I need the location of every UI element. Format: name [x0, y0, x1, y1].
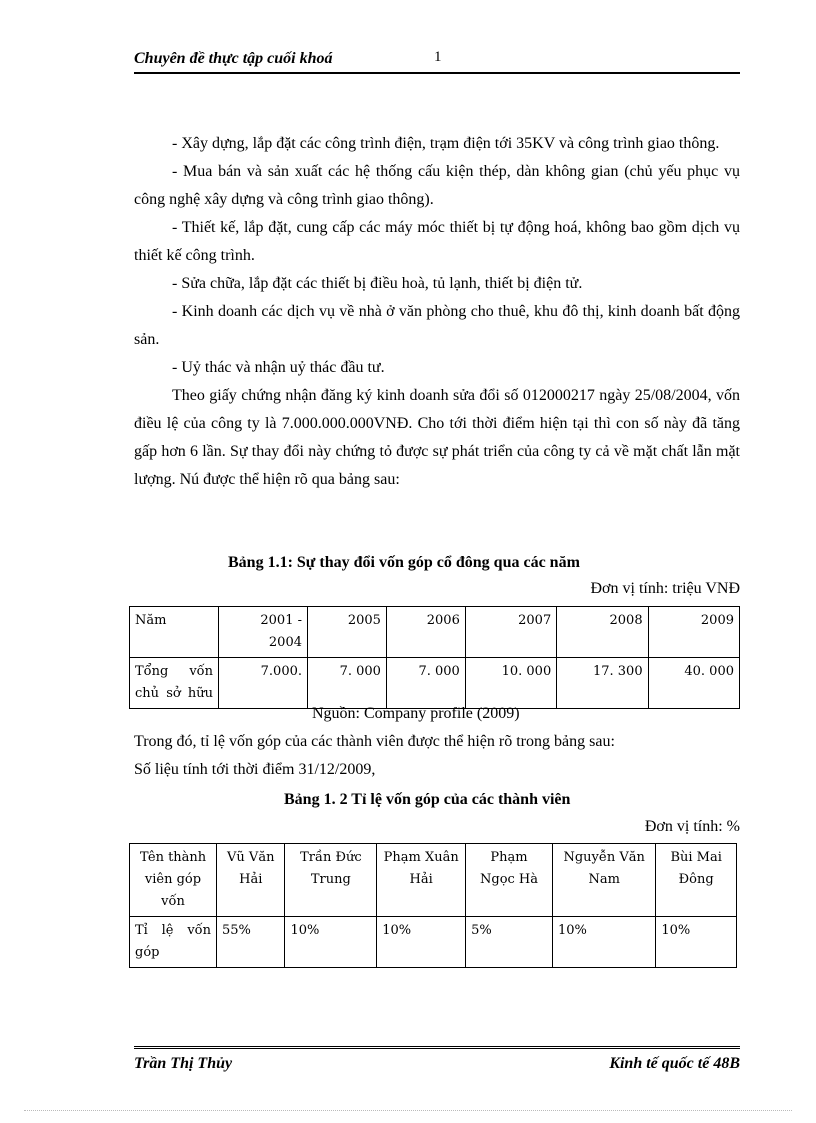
paragraph: - Thiết kế, lắp đặt, cung cấp các máy móc thiết bị tự động hoá, không bao gồm dịch vụ thiết kế công trình.	[134, 219, 740, 264]
table-cell: Phạm Xuân Hải	[377, 844, 466, 917]
table-cell: 2008	[557, 607, 648, 658]
table-cell: 7.000.	[219, 658, 308, 709]
table-cell: 17. 300	[557, 658, 648, 709]
table-cell: 10%	[285, 917, 377, 968]
table-cell: Vũ Văn Hải	[217, 844, 285, 917]
table-cell: 2009	[648, 607, 739, 658]
table-cell: 10%	[552, 917, 655, 968]
paragraph: - Mua bán và sản xuất các hệ thống cấu kiện thép, dàn không gian (chủ yếu phục vụ công nghệ xây dựng và công trình giao thông).	[134, 163, 740, 208]
table-cell: 10. 000	[465, 658, 556, 709]
table-cell: 2005	[308, 607, 387, 658]
table-cell: 5%	[466, 917, 553, 968]
table-row	[130, 607, 740, 658]
table1-caption: Bảng 1.1: Sự thay đổi vốn góp cổ đông qua các năm	[228, 554, 580, 571]
table-cell: Năm	[130, 607, 219, 658]
table-cell: Bùi Mai Đông	[656, 844, 737, 917]
table-cell: Tổng vốn chủ sở hữu	[130, 658, 219, 709]
page-header	[134, 48, 740, 74]
table-cell: 40. 000	[648, 658, 739, 709]
table-row	[130, 844, 737, 917]
capital-table	[129, 606, 740, 709]
paragraph: Trong đó, tỉ lệ vốn góp của các thành viên được thể hiện rõ trong bảng sau:	[134, 733, 615, 750]
table-cell: Tỉ lệ vốn góp	[130, 917, 217, 968]
paragraph: - Uỷ thác và nhận uỷ thác đầu tư.	[172, 359, 385, 376]
table-cell: 2006	[386, 607, 465, 658]
table-cell: Trần Đức Trung	[285, 844, 377, 917]
paragraph: Số liệu tính tới thời điểm 31/12/2009,	[134, 761, 376, 778]
table-row	[130, 917, 737, 968]
table-cell: Nguyễn Văn Nam	[552, 844, 655, 917]
body-text	[134, 130, 740, 494]
table-cell: 7. 000	[308, 658, 387, 709]
table-row	[130, 658, 740, 709]
header-title: Chuyên đề thực tập cuối khoá	[134, 50, 333, 67]
table2-unit: Đơn vị tính: %	[644, 818, 740, 835]
table-cell: 2007	[465, 607, 556, 658]
table-cell: 2001 - 2004	[219, 607, 308, 658]
paragraph: - Xây dựng, lắp đặt các công trình điện, trạm điện tới 35KV và công trình giao thông.	[172, 135, 720, 152]
table1-source: Nguồn: Company profile (2009)	[312, 705, 520, 722]
paragraph: - Sửa chữa, lắp đặt các thiết bị điều hoà, tủ lạnh, thiết bị điện tử.	[172, 275, 583, 292]
page-edge-divider	[24, 1110, 792, 1111]
table-cell: 7. 000	[386, 658, 465, 709]
page-number: 1	[434, 49, 442, 65]
table1-unit: Đơn vị tính: triệu VNĐ	[590, 580, 740, 597]
footer-class: Kinh tế quốc tế 48B	[609, 1055, 740, 1072]
table2-caption: Bảng 1. 2 Tỉ lệ vốn góp của các thành viên	[284, 791, 571, 808]
paragraph: Theo giấy chứng nhận đăng ký kinh doanh sửa đổi số 012000217 ngày 25/08/2004, vốn điều lệ của công ty là 7.000.000.000VNĐ. Cho tới thời điểm hiện tại thì con số này đã tăng gấp hơn 6 lần. Sự thay đổi này chứng tỏ được sự phát triển của công ty cả về mặt chất lẫn mặt lượng. Nú được thể hiện rõ qua bảng sau:	[134, 387, 740, 488]
table-cell: 10%	[377, 917, 466, 968]
table-cell: Tên thành viên góp vốn	[130, 844, 217, 917]
table-cell: 10%	[656, 917, 737, 968]
paragraph: - Kinh doanh các dịch vụ về nhà ở văn phòng cho thuê, khu đô thị, kinh doanh bất động sản.	[134, 303, 740, 348]
share-table	[129, 843, 737, 968]
footer-author: Trần Thị Thủy	[134, 1055, 233, 1072]
table-cell: Phạm Ngọc Hà	[466, 844, 553, 917]
page-footer	[134, 1046, 740, 1079]
table-cell: 55%	[217, 917, 285, 968]
